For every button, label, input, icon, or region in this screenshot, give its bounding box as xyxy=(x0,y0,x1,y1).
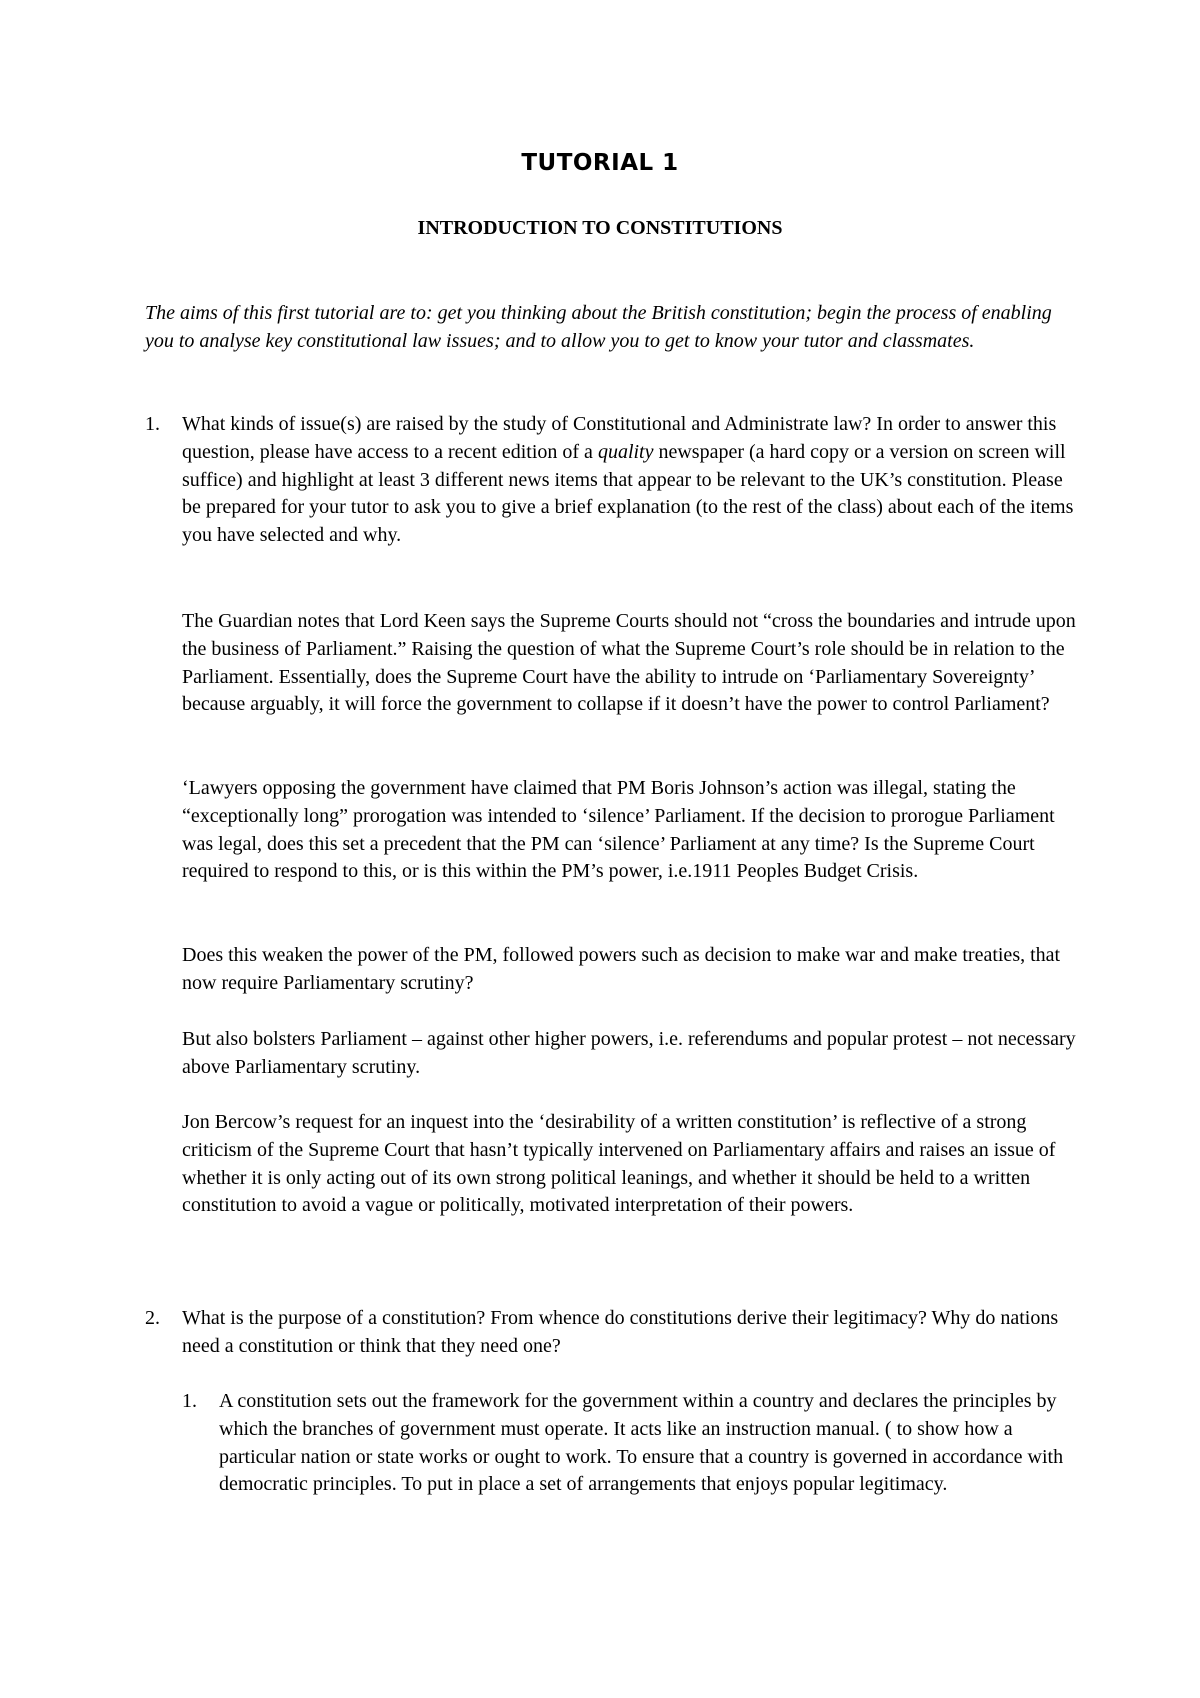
tutorial-title: TUTORIAL 1 xyxy=(521,150,679,176)
answer-1-paragraph-1: The Guardian notes that Lord Keen says the Supreme Courts should not “cross the boundaries and intrude upon the business of Parliament.” Raising the question of what the Supreme Court’s role should be in relation to the Parliament. Essentially, does the Supreme Court have the ability to intrude on ‘Parliamentary Sovereignty’ because arguably, it will force the government to collapse if it doesn’t have the power to control Parliament? xyxy=(182,610,1076,716)
answer-2-item-1 xyxy=(182,1388,1082,1499)
answer-1-paragraph-3: Does this weaken the power of the PM, followed powers such as decision to make war and make treaties, that now require Parliamentary scrutiny? xyxy=(182,944,1061,994)
question-1-text-after: newspaper (a hard copy or a version on screen will suffice) and highlight at least 3 different news items that appear to be relevant to the UK’s constitution. Please be prepared for your tutor to ask you to give a brief explanation (to the rest of the class) about each of the items you have selected and why. xyxy=(182,440,1074,547)
question-1 xyxy=(145,411,1075,550)
tutorial-aims: The aims of this first tutorial are to: get you thinking about the British constitution; begin the process of enabling you to analyse key constitutional law issues; and to allow you to get to know your tutor and classmates. xyxy=(145,302,1052,352)
question-2 xyxy=(145,1305,1075,1361)
question-1-emphasis: quality xyxy=(597,440,654,463)
tutorial-subtitle: INTRODUCTION TO CONSTITUTIONS xyxy=(417,217,783,239)
question-2-number: 2. xyxy=(145,1307,160,1329)
answer-1-paragraph-4: But also bolsters Parliament – against other higher powers, i.e. referendums and popular protest – not necessary above Parliamentary scrutiny. xyxy=(182,1028,1076,1078)
question-1-text xyxy=(182,411,1075,550)
answer-2-item-1-number: 1. xyxy=(182,1390,197,1412)
answer-2-item-1-text: A constitution sets out the framework for the government within a country and declares the principles by which the branches of government must operate. It acts like an instruction manual. ( to show how a particular nation or state works or ought to work. To ensure that a country is governed in accordance with democratic principles. To put in place a set of arrangements that enjoys popular legitimacy. xyxy=(219,1390,1064,1496)
question-1-number: 1. xyxy=(145,413,160,435)
answer-1-paragraph-2: ‘Lawyers opposing the government have claimed that PM Boris Johnson’s action was illegal, stating the “exceptionally long” prorogation was intended to ‘silence’ Parliament. If the decision to prorogue Parliament was legal, does this set a precedent that the PM can ‘silence’ Parliament at any time? Is the Supreme Court required to respond to this, or is this within the PM’s power, i.e.1911 Peoples Budget Crisis. xyxy=(182,777,1055,883)
question-1-text-before: What kinds of issue(s) are raised by the study of Constitutional and Administrate law? In order to answer this question, please have access to a recent edition of a xyxy=(182,413,1057,463)
answer-1-paragraph-5: Jon Bercow’s request for an inquest into the ‘desirability of a written constitution’ is reflective of a strong criticism of the Supreme Court that hasn’t typically intervened on Parliamentary affairs and raises an issue of whether it is only acting out of its own strong political leanings, and whether it should be held to a written constitution to avoid a vague or politically, motivated interpretation of their powers. xyxy=(182,1111,1056,1217)
question-2-text: What is the purpose of a constitution? From whence do constitutions derive their legitimacy? Why do nations need a constitution or think that they need one? xyxy=(182,1307,1059,1357)
